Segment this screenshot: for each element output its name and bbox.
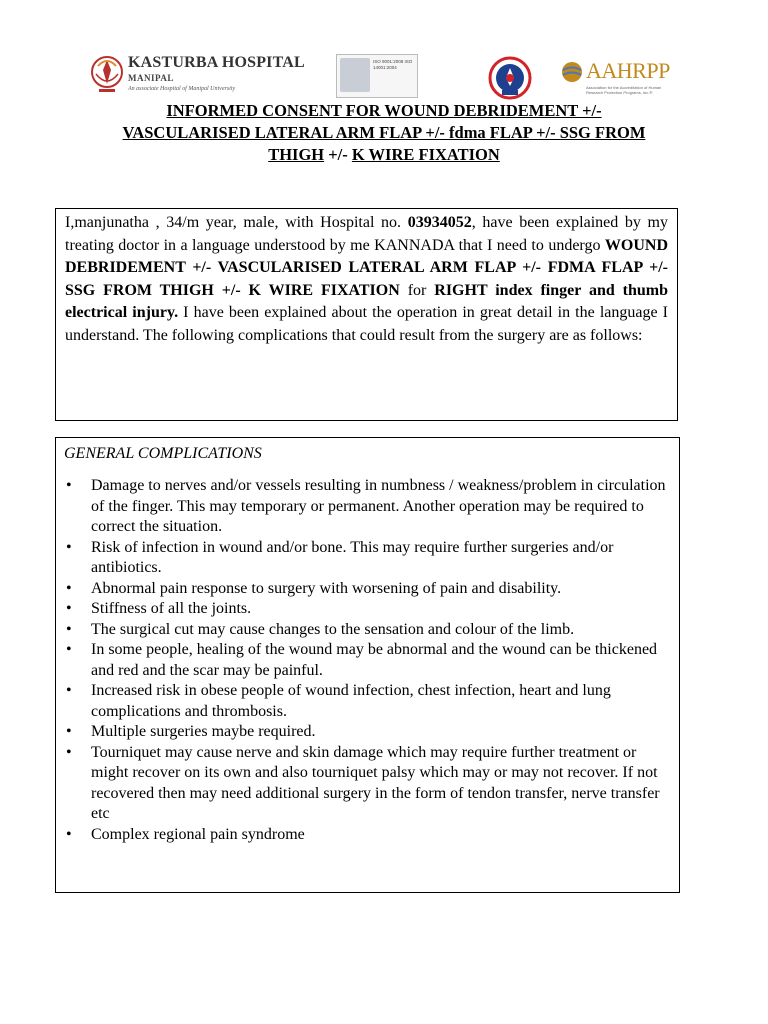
- procedure-name: WOUND DEBRIDEMENT +/- VASCULARISED LATERAL ARM FLAP +/- FDMA FLAP +/- SSG FROM THIGH +/- K WIRE FIXATION: [65, 236, 668, 299]
- aahrpp-logo: [560, 58, 672, 98]
- header-logo-bar: [0, 48, 768, 104]
- list-item: • Increased risk in obese people of wound infection, chest infection, heart and lung complications and thrombosis.: [64, 681, 670, 722]
- title-line-3-part-2: +/-: [324, 145, 352, 164]
- title-line-3: [80, 144, 688, 166]
- consent-for: for: [399, 281, 435, 299]
- document-title: [80, 100, 688, 166]
- title-line-1: INFORMED CONSENT FOR WOUND DEBRIDEMENT +/-: [166, 101, 602, 120]
- list-item: • Risk of infection in wound and/or bone. This may require further surgeries and/or antibiotics.: [64, 538, 670, 579]
- general-complications-box: [55, 437, 680, 893]
- indication: RIGHT index finger and thumb electrical injury.: [65, 281, 669, 321]
- hospital-number: 03934052: [407, 214, 472, 231]
- title-line-3-part-1: THIGH: [268, 145, 325, 164]
- aahrpp-name: AAHRPP: [586, 58, 670, 83]
- kasturba-emblem-icon: [90, 52, 124, 96]
- list-item: • The surgical cut may cause changes to the sensation and colour of the limb.: [64, 620, 670, 641]
- hospital-city: MANIPAL: [128, 73, 174, 83]
- kasturba-hospital-logo: [90, 52, 305, 100]
- title-line-3-part-3: K WIRE FIXATION: [351, 145, 500, 164]
- general-complications-heading: GENERAL COMPLICATIONS: [64, 445, 262, 462]
- list-item: • Complex regional pain syndrome: [64, 825, 670, 846]
- list-item: • Multiple surgeries maybe required.: [64, 722, 670, 743]
- accreditation-text: ISO 9001:2008 ISO 14001:2004: [373, 59, 413, 70]
- tuv-certification-logo: [336, 54, 418, 98]
- consent-closing: I have been explained about the operation in great detail in the language I understand. The following complications that could result from the surgery are as follows:: [65, 304, 668, 344]
- consent-paragraph: [65, 212, 668, 347]
- list-item: • In some people, healing of the wound may be abnormal and the wound can be thickened and red and the scar may be painful.: [64, 640, 670, 681]
- aahrpp-tagline: Association for the Accreditation of Human Research Protection Programs, Inc.®: [586, 85, 662, 95]
- title-line-2: VASCULARISED LATERAL ARM FLAP +/- fdma FLAP +/- SSG FROM: [122, 123, 646, 142]
- hospital-name: KASTURBA HOSPITAL: [128, 54, 305, 71]
- list-item: • Stiffness of all the joints.: [64, 599, 670, 620]
- tuv-badge-icon: [340, 58, 370, 92]
- aahrpp-globe-icon: [560, 60, 584, 84]
- list-item: • Abnormal pain response to surgery with worsening of pain and disability.: [64, 579, 670, 600]
- complications-list: [64, 476, 670, 845]
- consent-intro: I,manjunatha , 34/m year, male, with Hospital no.: [65, 214, 408, 231]
- nabh-logo-icon: [488, 56, 532, 100]
- consent-explained: , have been explained by my treating doctor in a language understood by me KANNADA that I need to undergo: [65, 214, 668, 254]
- list-item: • Tourniquet may cause nerve and skin damage which may require further treatment or might recover on its own and also tourniquet palsy which may or may not recover. If not recovered then may need additional surgery in the form of tendon transfer, nerve transfer etc: [64, 743, 670, 825]
- consent-statement-box: [55, 208, 678, 421]
- hospital-tagline: An associate Hospital of Manipal University: [128, 86, 236, 92]
- list-item: • Damage to nerves and/or vessels resulting in numbness / weakness/problem in circulation of the finger. This may temporary or permanent. Another operation may be required to correct the situation.: [64, 476, 670, 538]
